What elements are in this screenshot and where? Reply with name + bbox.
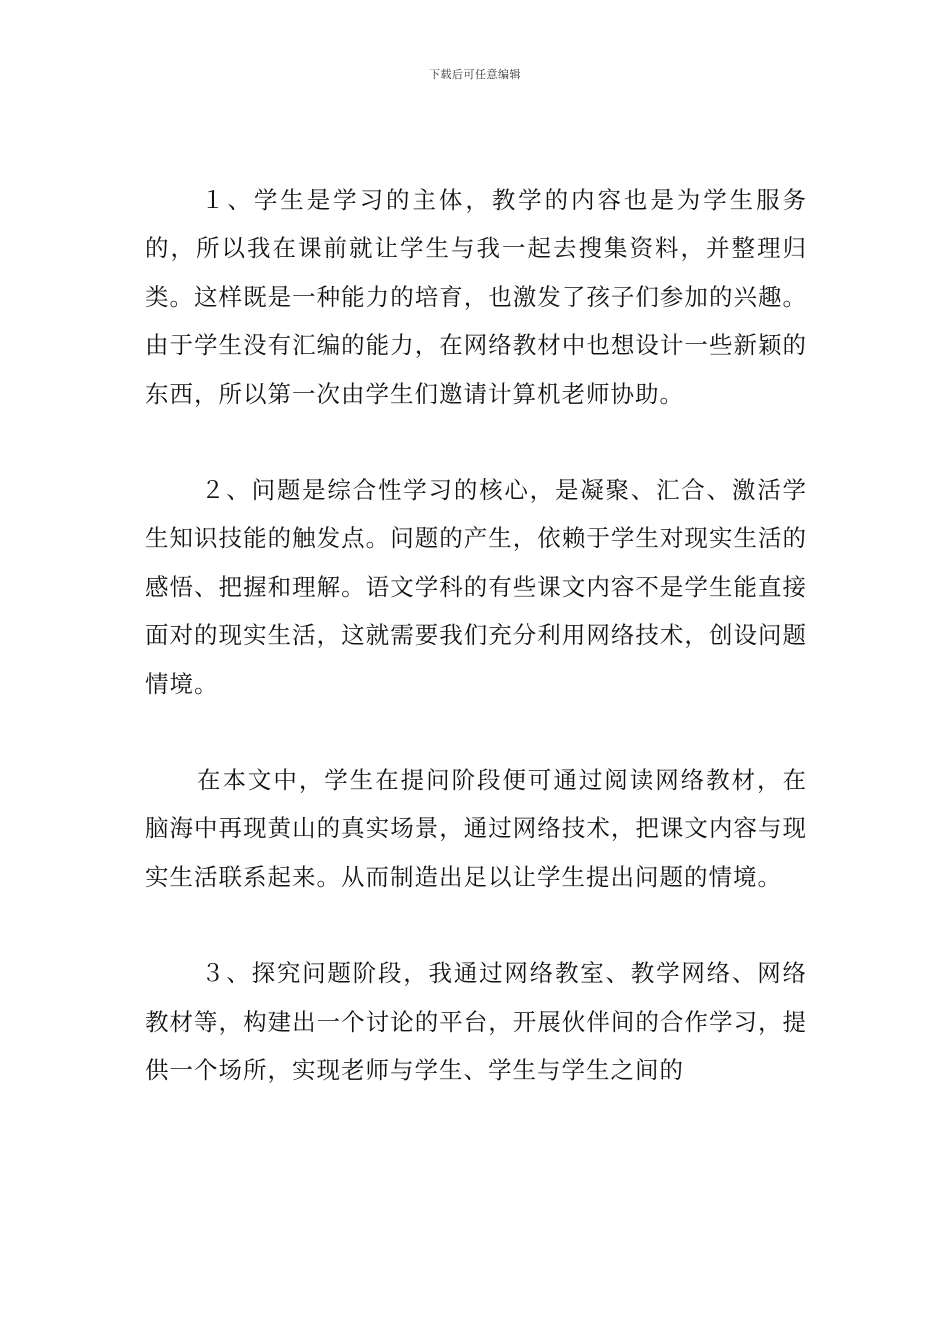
page-header: 下载后可任意编辑 bbox=[429, 68, 521, 81]
document-body bbox=[145, 176, 807, 1095]
paragraph-3: 在本文中，学生在提问阶段便可通过阅读网络教材，在脑海中再现黄山的真实场景，通过网络技术，把课文内容与现实生活联系起来。从而制造出足以让学生提出问题的情境。 bbox=[145, 766, 807, 891]
paragraph-4: ３、探究问题阶段，我通过网络教室、教学网络、网络教材等，构建出一个讨论的平台，开展伙伴间的合作学习，提供一个场所，实现老师与学生、学生与学生之间的 bbox=[145, 959, 807, 1085]
paragraph-1: １、学生是学习的主体，教学的内容也是为学生服务的，所以我在课前就让学生与我一起去搜集资料，并整理归类。这样既是一种能力的培育，也激发了孩子们参加的兴趣。由于学生没有汇编的能力，在网络教材中也想设计一些新颖的东西，所以第一次由学生们邀请计算机老师协助。 bbox=[145, 186, 807, 408]
paragraph-2: ２、问题是综合性学习的核心，是凝聚、汇合、激活学生知识技能的触发点。问题的产生，依赖于学生对现实生活的感悟、把握和理解。语文学科的有些课文内容不是学生能直接面对的现实生活，这就需要我们充分利用网络技术，创设问题情境。 bbox=[145, 476, 807, 698]
